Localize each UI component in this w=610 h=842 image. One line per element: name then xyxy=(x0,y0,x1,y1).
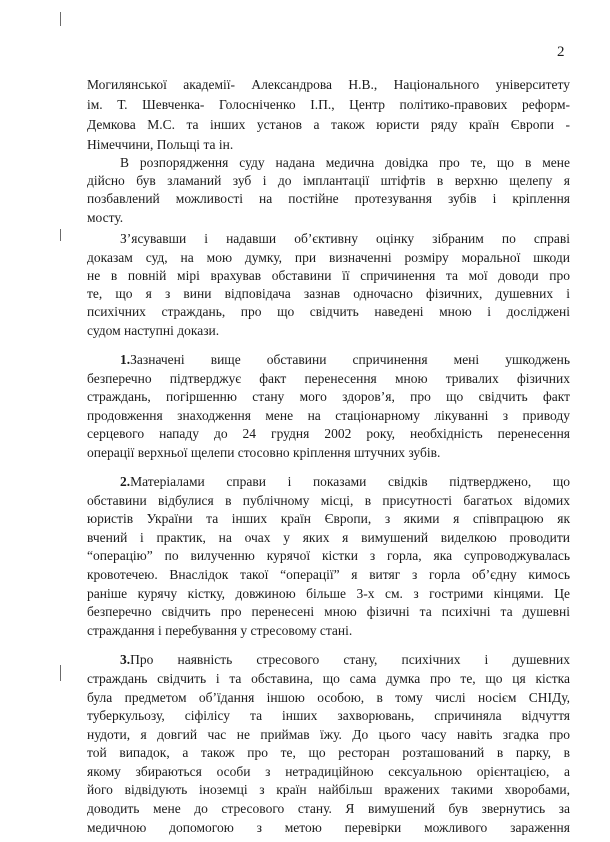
line-text: психічних страждань, про що свідчить наведені мною і досліджені xyxy=(87,304,570,319)
text-line xyxy=(87,801,570,817)
line-text: медичною допомогою з метою перевірки можливого зараження xyxy=(87,820,570,835)
line-text: Матеріалами справи і показами свідків підтверджено, що xyxy=(130,474,570,489)
line-text: була предметом об’їдання іншою особою, в тому числі носієм СНІДу, xyxy=(87,690,570,705)
text-line xyxy=(87,671,570,687)
line-text: дійсно був зламаний зуб і до імплантації штіфтів в верхню щелепу я xyxy=(87,173,570,188)
text-line xyxy=(87,268,570,284)
text-line xyxy=(87,745,570,761)
line-text: туберкульозу, сіфілісу та інших захворювань, спричиняла відчуття xyxy=(87,708,570,723)
line-text: юристів України та інших країн Європи, з якими я співпрацюю як xyxy=(87,511,570,526)
text-line xyxy=(120,352,570,368)
line-text: безперечно підтверджує факт перенесення мною тривалих фізичних xyxy=(87,371,570,386)
item-number: 1. xyxy=(120,352,131,367)
line-text: страждань свідчить і та обставина, що сама думка про те, що ця кістка xyxy=(87,671,570,686)
text-line xyxy=(87,117,570,133)
line-text: ім. Т. Шевченка- Голосніченко І.П., Центр політико-правових реформ- xyxy=(87,97,570,112)
text-line xyxy=(87,690,570,706)
line-text: не в повній мірі врахував обставини її спричинення та мої доводи про xyxy=(87,268,570,283)
line-text: страждання і перебування у стресовому стані. xyxy=(87,623,353,638)
text-line xyxy=(87,764,570,780)
text-line xyxy=(87,77,570,93)
text-line xyxy=(87,304,570,320)
line-text: нудоти, я довгий час не приймав їжу. До цього часу навіть згадка про xyxy=(87,727,570,742)
line-text: кровотечею. Внаслідок такої “операції” я витяг з горла об’єдну кимось xyxy=(87,567,570,582)
line-text: страждань, погіршенню стану мого здоров’я, про що свідчить факт xyxy=(87,389,570,404)
line-text: З’ясувавши і надавши об’єктивну оцінку зібраним по справі xyxy=(120,231,570,246)
text-line xyxy=(87,511,570,527)
line-text: продовження знаходження мене на стаціонарному лікуванні з приводу xyxy=(87,408,570,423)
line-text: операції верхньої щелепи стосовно кріплення штучних зубів. xyxy=(87,445,441,460)
line-text: “операцію” по вилученню курячої кістки з горла, яка супроводжувалась xyxy=(87,548,570,563)
line-text: обставини відбулися в публічному місці, в присутності багатьох відомих xyxy=(87,493,570,508)
text-line xyxy=(87,371,570,387)
text-line xyxy=(87,408,570,424)
scan-margin-mark xyxy=(60,229,61,241)
line-text: якому збираються особи з нетрадиційною сексуальною орієнтацією, а xyxy=(87,764,570,779)
line-text: Зазначені вище обставини спричинення мені ушкоджень xyxy=(130,352,570,367)
scan-margin-mark xyxy=(60,12,61,26)
line-text: доводить мене до стресового стану. Я вимушений був звернутись за xyxy=(87,801,570,816)
text-line xyxy=(87,389,570,405)
line-text: Про наявність стресового стану, психічних і душевних xyxy=(130,652,570,667)
line-text: вчений і практик, на очах у яких я вимушений виделкою проводити xyxy=(87,530,570,545)
line-text: безперечно свідчить про перенесені мною фізичні та психічні та душевні xyxy=(87,604,570,619)
line-text: його відвідують іноземці з країн найбільш вражених такими хворобами, xyxy=(87,782,570,797)
text-line xyxy=(87,604,570,620)
line-text: мосту. xyxy=(87,210,124,225)
text-line xyxy=(87,727,570,743)
text-line xyxy=(87,567,570,583)
text-line xyxy=(120,155,570,171)
line-text: доказам суд, на мою думку, при визначенні розміру моральної шкоди xyxy=(87,250,570,265)
item-number: 2. xyxy=(120,474,131,489)
text-line xyxy=(87,708,570,724)
text-line xyxy=(87,493,570,509)
line-text: Німеччини, Польщі та ін. xyxy=(87,137,234,152)
text-line xyxy=(87,137,233,153)
text-line xyxy=(87,97,570,113)
text-line xyxy=(120,652,570,668)
text-line xyxy=(87,820,570,836)
text-line xyxy=(87,191,570,207)
text-line xyxy=(87,548,570,564)
line-text: те, що я з вини відповідача зазнав одночасно фізичних, душевних і xyxy=(87,286,570,301)
text-line xyxy=(87,623,352,639)
text-line xyxy=(87,426,570,442)
line-text: судом наступні докази. xyxy=(87,323,220,338)
line-text: В розпорядження суду надана медична довідка про те, що в мене xyxy=(120,155,570,170)
text-line xyxy=(120,474,570,490)
text-line xyxy=(120,231,570,247)
line-text: Демкова М.С. та інших установ а також юристи ряду країн Європи - xyxy=(87,117,570,132)
text-line xyxy=(87,445,440,461)
text-line xyxy=(87,530,570,546)
text-line xyxy=(87,323,219,339)
item-number: 3. xyxy=(120,652,131,667)
page-number: 2 xyxy=(557,44,565,60)
text-line xyxy=(87,782,570,798)
line-text: позбавлений можливості на постійне протезування зубів і кріплення xyxy=(87,191,570,206)
text-line xyxy=(87,173,570,189)
line-text: серцевого нападу до 24 грудня 2002 року, необхідність перенесення xyxy=(87,426,570,441)
line-text: Могилянської академії- Александрова Н.В., Національного університету xyxy=(87,77,570,92)
scan-margin-mark xyxy=(60,665,61,681)
text-line xyxy=(87,250,570,266)
text-line xyxy=(87,210,123,226)
text-line xyxy=(87,286,570,302)
text-line xyxy=(87,586,570,602)
line-text: той випадок, а також про те, що ресторан розташований в парку, в xyxy=(87,745,570,760)
line-text: раніше курячу кістку, довжиною більше 3-х см. з гострими кінцями. Це xyxy=(87,586,570,601)
